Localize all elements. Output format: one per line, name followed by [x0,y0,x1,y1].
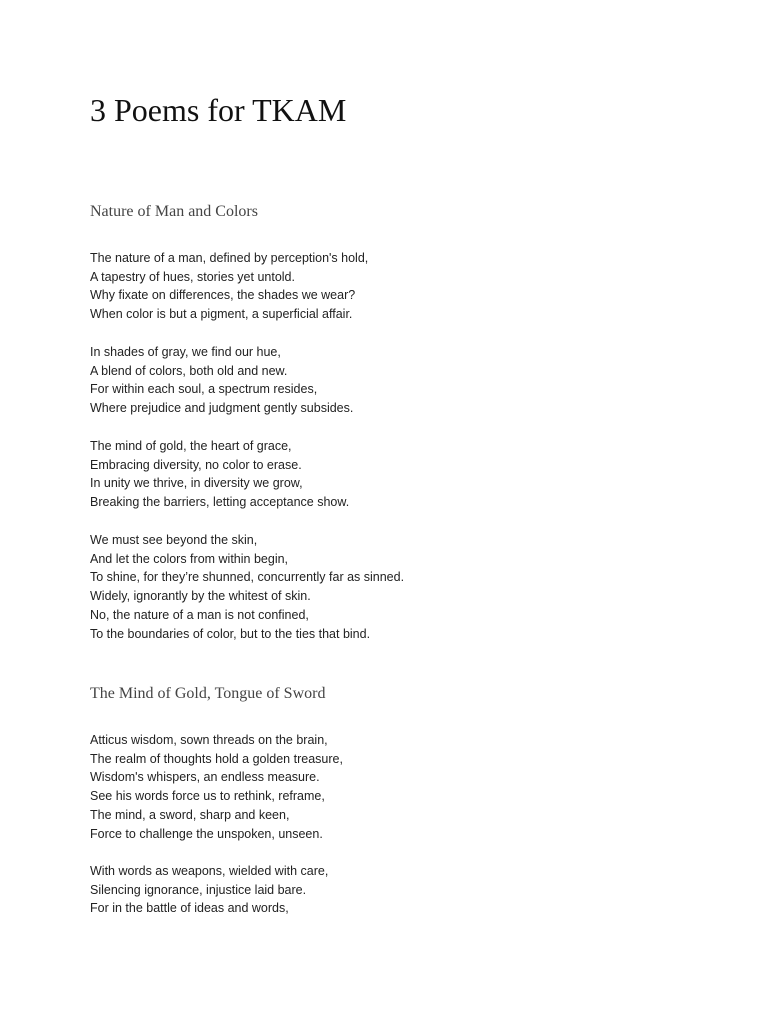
poem-line: Silencing ignorance, injustice laid bare. [90,882,307,897]
poem-line: No, the nature of a man is not confined, [90,607,309,622]
poem-line: Atticus wisdom, sown threads on the brain, [90,733,328,747]
poem-line: See his words force us to rethink, reframe, [90,789,325,804]
poem-line: Widely, ignorantly by the whitest of skin. [90,589,311,604]
document-title: 3 Poems for TKAM [90,92,347,128]
poem-line: Wisdom's whispers, an endless measure. [90,770,320,785]
poem-line: In unity we thrive, in diversity we grow, [90,476,303,491]
poem-line: Breaking the barriers, letting acceptance show. [90,495,350,510]
poem-line: The mind of gold, the heart of grace, [90,439,292,453]
poem-line: Why fixate on differences, the shades we wear? [90,288,356,303]
poem-2-stanza-1 [90,731,343,843]
poem-line: Where prejudice and judgment gently subsides. [90,401,354,416]
poem-1-stanza-3 [90,437,349,512]
poem-line: The realm of thoughts hold a golden treasure, [90,751,343,766]
poem-line: Embracing diversity, no color to erase. [90,457,302,472]
poem-line: Force to challenge the unspoken, unseen. [90,826,323,841]
poem-1-stanza-1 [90,249,368,324]
poem-2-heading: The Mind of Gold, Tongue of Sword [90,685,326,702]
poem-line: When color is but a pigment, a superficial affair. [90,307,353,322]
poem-line: A blend of colors, both old and new. [90,363,288,378]
poem-line: And let the colors from within begin, [90,551,289,566]
poem-line: To the boundaries of color, but to the ties that bind. [90,626,371,641]
poem-line: To shine, for they’re shunned, concurrently far as sinned. [90,570,405,585]
poem-2-stanza-2 [90,862,328,918]
poem-line: A tapestry of hues, stories yet untold. [90,269,295,284]
poem-line: For within each soul, a spectrum resides, [90,382,318,397]
poem-line: In shades of gray, we find our hue, [90,345,281,359]
poem-line: For in the battle of ideas and words, [90,901,289,916]
poem-1-stanza-4 [90,531,404,643]
poem-1-heading: Nature of Man and Colors [90,203,258,220]
poem-line: The mind, a sword, sharp and keen, [90,807,290,822]
poem-line: We must see beyond the skin, [90,533,258,547]
poem-line: With words as weapons, wielded with care, [90,864,329,878]
poem-1-stanza-2 [90,343,353,418]
poem-line: The nature of a man, defined by perception's hold, [90,251,369,265]
